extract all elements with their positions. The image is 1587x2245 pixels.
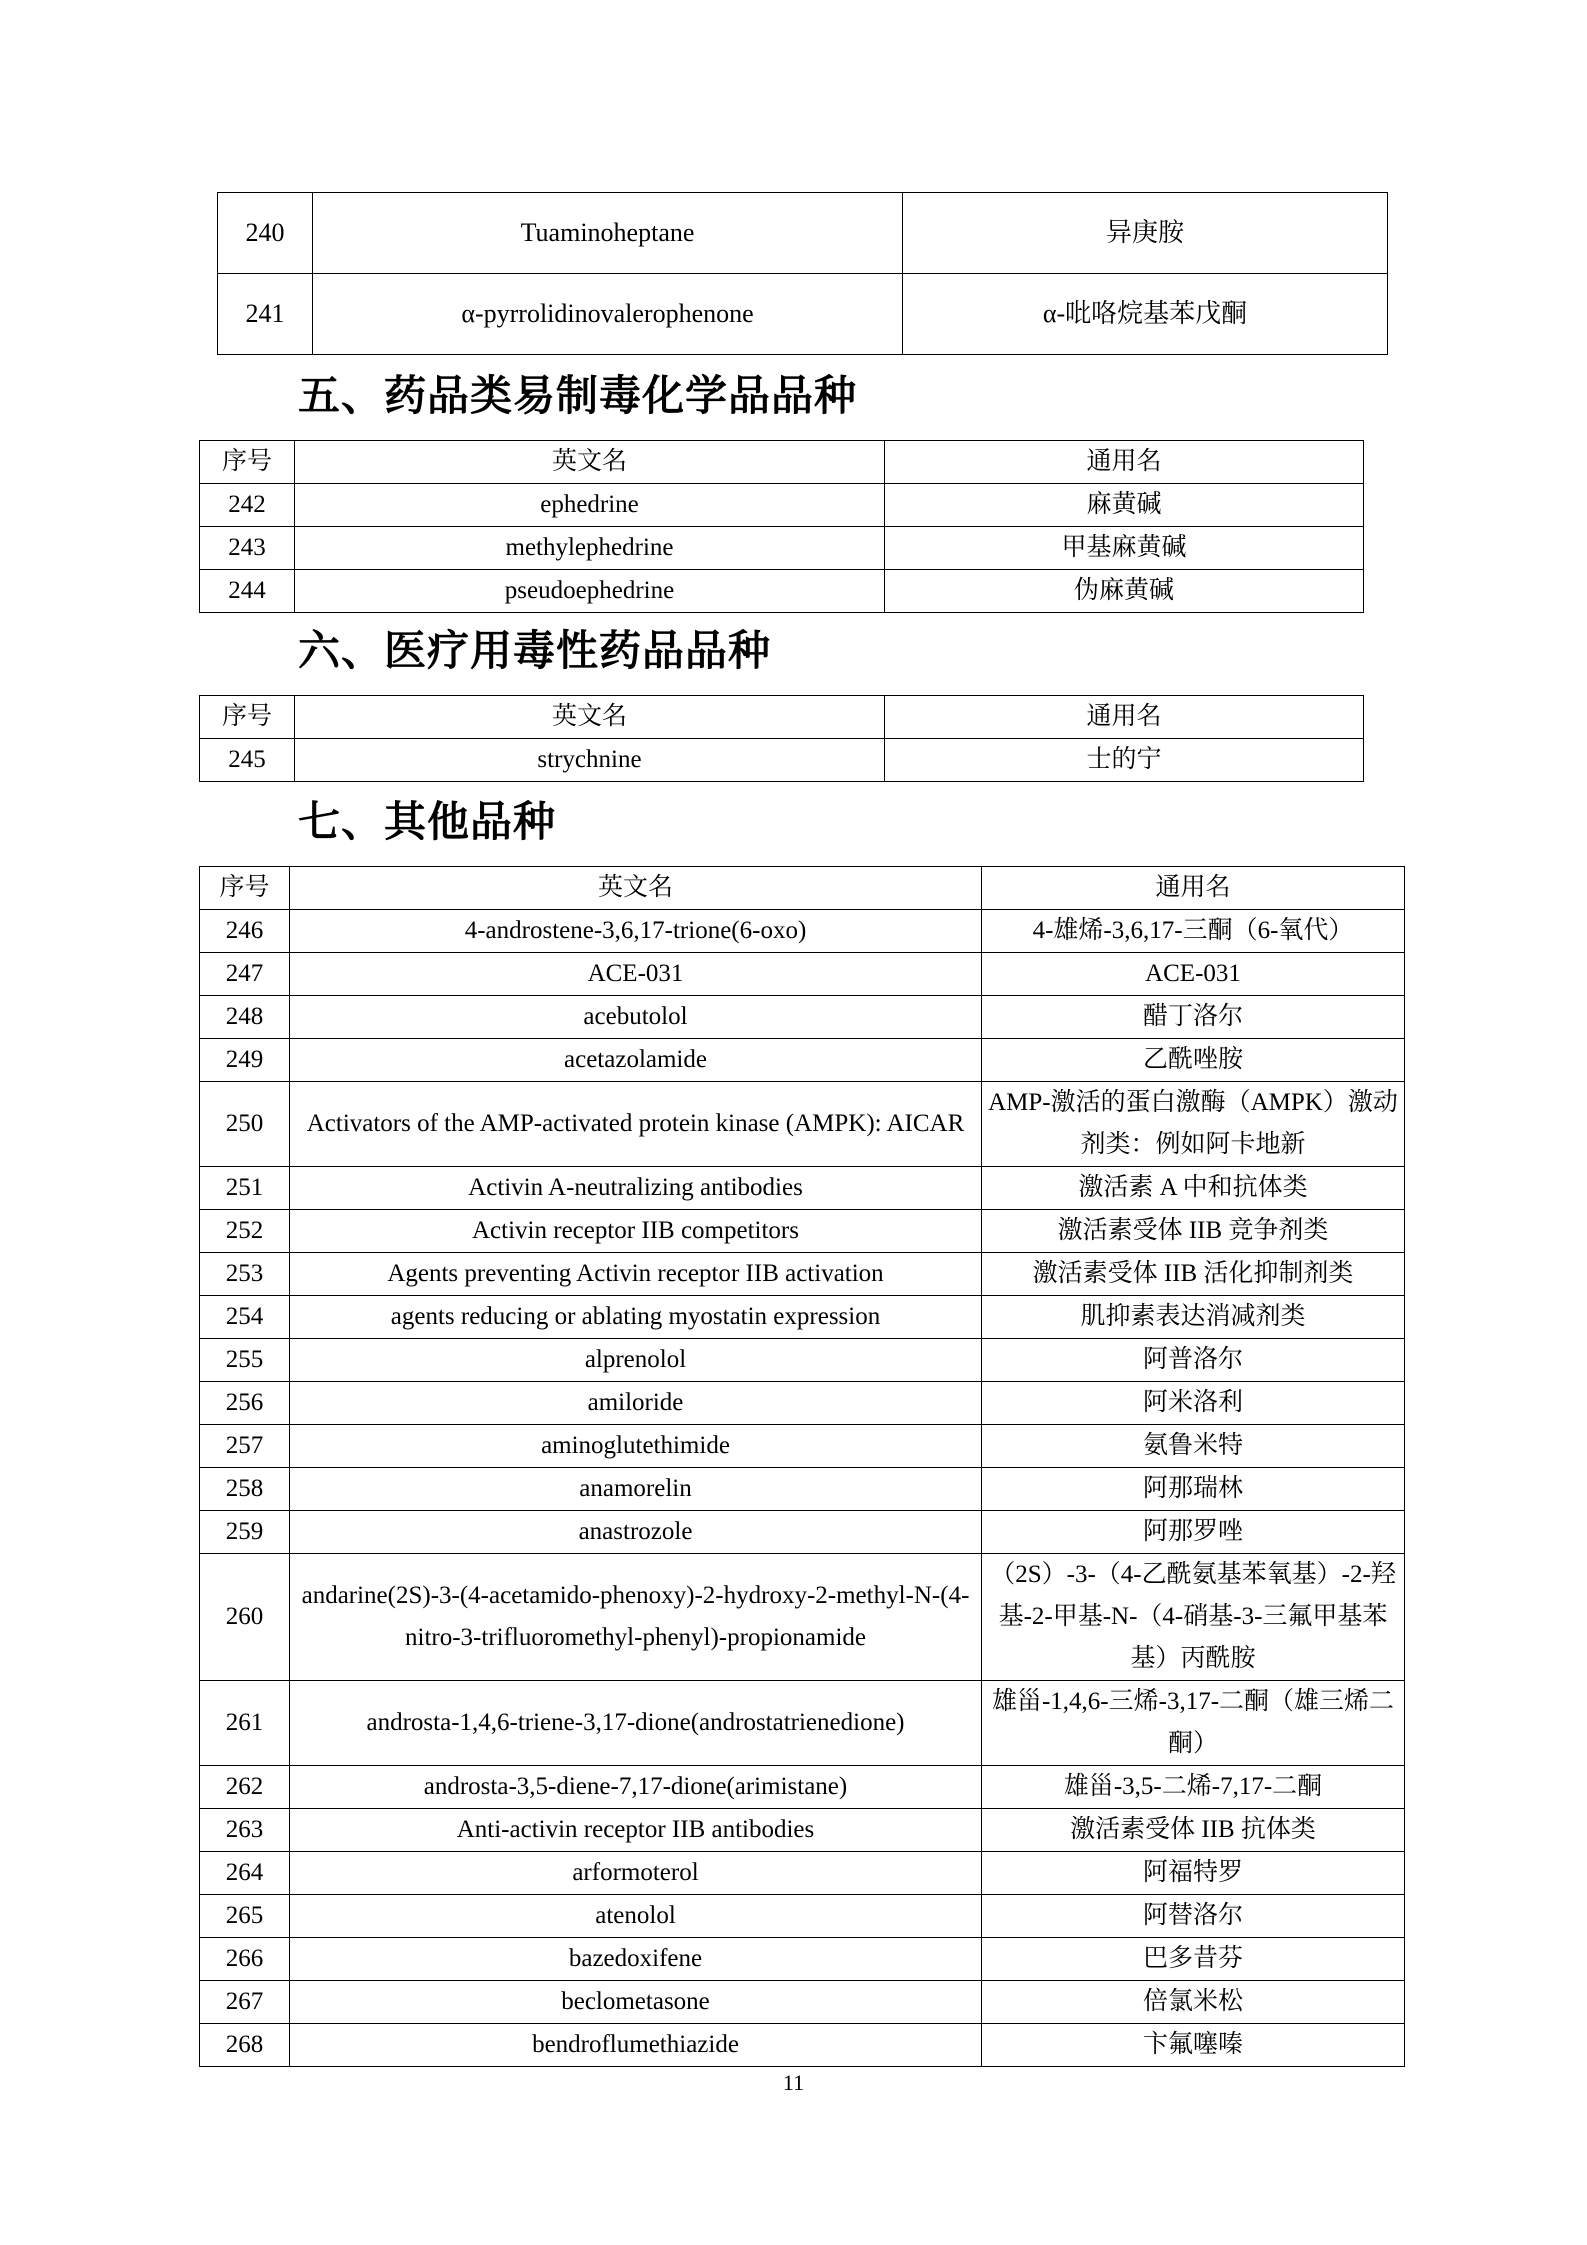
cell-num: 252 <box>200 1210 290 1253</box>
cell-en: atenolol <box>290 1895 982 1938</box>
cell-en: bendroflumethiazide <box>290 2024 982 2067</box>
table-row <box>200 739 1364 782</box>
header-cn: 通用名 <box>885 441 1364 484</box>
table-row <box>200 2024 1405 2067</box>
cell-cn: α-吡咯烷基苯戊酮 <box>903 274 1388 355</box>
cell-en: α-pyrrolidinovalerophenone <box>313 274 903 355</box>
cell-num: 253 <box>200 1253 290 1296</box>
table-header-row <box>200 867 1405 910</box>
cell-en: anamorelin <box>290 1468 982 1511</box>
cell-num: 244 <box>200 570 295 613</box>
cell-num: 264 <box>200 1852 290 1895</box>
cell-num: 242 <box>200 484 295 527</box>
cell-cn: 阿米洛利 <box>982 1382 1405 1425</box>
cell-en: Activin receptor IIB competitors <box>290 1210 982 1253</box>
table-top <box>217 192 1388 355</box>
cell-num: 256 <box>200 1382 290 1425</box>
table-section-7 <box>199 866 1405 2067</box>
table-row <box>200 1938 1405 1981</box>
table-row <box>200 1082 1405 1167</box>
table-row <box>200 953 1405 996</box>
cell-cn: AMP-激活的蛋白激酶（AMPK）激动剂类：例如阿卡地新 <box>982 1082 1405 1167</box>
cell-num: 240 <box>218 193 313 274</box>
cell-num: 246 <box>200 910 290 953</box>
cell-num: 260 <box>200 1554 290 1681</box>
table-row <box>200 527 1364 570</box>
cell-en: ACE-031 <box>290 953 982 996</box>
section-title-6: 六、医疗用毒性药品品种 <box>298 626 772 675</box>
cell-en: androsta-1,4,6-triene-3,17-dione(androstatrienedione) <box>290 1681 982 1766</box>
cell-cn: 肌抑素表达消减剂类 <box>982 1296 1405 1339</box>
table-row <box>200 1681 1405 1766</box>
table-section-5 <box>199 440 1364 613</box>
cell-cn: 阿那瑞林 <box>982 1468 1405 1511</box>
table-row <box>200 1339 1405 1382</box>
cell-cn: 士的宁 <box>885 739 1364 782</box>
header-en: 英文名 <box>295 441 885 484</box>
cell-en: bazedoxifene <box>290 1938 982 1981</box>
cell-cn: 阿替洛尔 <box>982 1895 1405 1938</box>
cell-num: 249 <box>200 1039 290 1082</box>
cell-en: pseudoephedrine <box>295 570 885 613</box>
cell-en: Tuaminoheptane <box>313 193 903 274</box>
cell-num: 266 <box>200 1938 290 1981</box>
page-number: 11 <box>782 2070 805 2095</box>
cell-cn: 伪麻黄碱 <box>885 570 1364 613</box>
cell-num: 255 <box>200 1339 290 1382</box>
cell-en: beclometasone <box>290 1981 982 2024</box>
table-row <box>200 1253 1405 1296</box>
cell-en: aminoglutethimide <box>290 1425 982 1468</box>
header-cn: 通用名 <box>885 696 1364 739</box>
cell-en: andarine(2S)-3-(4-acetamido-phenoxy)-2-hydroxy-2-methyl-N-(4-nitro-3-trifluoromethyl-phenyl)-propionamide <box>290 1554 982 1681</box>
cell-cn: 阿那罗唑 <box>982 1511 1405 1554</box>
cell-num: 247 <box>200 953 290 996</box>
cell-num: 257 <box>200 1425 290 1468</box>
header-en: 英文名 <box>295 696 885 739</box>
table-row <box>200 1468 1405 1511</box>
section-title-7: 七、其他品种 <box>298 797 557 846</box>
cell-cn: 4-雄烯-3,6,17-三酮（6-氧代） <box>982 910 1405 953</box>
cell-cn: 醋丁洛尔 <box>982 996 1405 1039</box>
table-row <box>200 1382 1405 1425</box>
cell-en: alprenolol <box>290 1339 982 1382</box>
cell-cn: 雄甾-1,4,6-三烯-3,17-二酮（雄三烯二酮） <box>982 1681 1405 1766</box>
cell-num: 243 <box>200 527 295 570</box>
cell-cn: 乙酰唑胺 <box>982 1039 1405 1082</box>
header-num: 序号 <box>200 441 295 484</box>
cell-num: 265 <box>200 1895 290 1938</box>
cell-cn: （2S）-3-（4-乙酰氨基苯氧基）-2-羟基-2-甲基-N-（4-硝基-3-三氟甲基苯基）丙酰胺 <box>982 1554 1405 1681</box>
cell-num: 268 <box>200 2024 290 2067</box>
cell-en: Activators of the AMP-activated protein kinase (AMPK): AICAR <box>290 1082 982 1167</box>
table-row <box>200 1809 1405 1852</box>
table-row <box>218 193 1388 274</box>
section-title-5: 五、药品类易制毒化学品品种 <box>298 371 858 420</box>
cell-en: agents reducing or ablating myostatin expression <box>290 1296 982 1339</box>
table-row <box>200 570 1364 613</box>
table-row <box>200 484 1364 527</box>
cell-cn: 异庚胺 <box>903 193 1388 274</box>
cell-cn: 激活素受体 IIB 抗体类 <box>982 1809 1405 1852</box>
cell-en: 4-androstene-3,6,17-trione(6-oxo) <box>290 910 982 953</box>
cell-num: 267 <box>200 1981 290 2024</box>
header-en: 英文名 <box>290 867 982 910</box>
cell-cn: ACE-031 <box>982 953 1405 996</box>
table-row <box>200 1766 1405 1809</box>
cell-en: ephedrine <box>295 484 885 527</box>
cell-en: arformoterol <box>290 1852 982 1895</box>
cell-num: 241 <box>218 274 313 355</box>
cell-en: methylephedrine <box>295 527 885 570</box>
header-cn: 通用名 <box>982 867 1405 910</box>
table-row <box>200 1554 1405 1681</box>
table-row <box>200 1039 1405 1082</box>
cell-en: anastrozole <box>290 1511 982 1554</box>
cell-num: 251 <box>200 1167 290 1210</box>
header-num: 序号 <box>200 696 295 739</box>
cell-cn: 激活素 A 中和抗体类 <box>982 1167 1405 1210</box>
table-row <box>200 1210 1405 1253</box>
cell-cn: 阿普洛尔 <box>982 1339 1405 1382</box>
table-row <box>200 1296 1405 1339</box>
cell-en: Anti-activin receptor IIB antibodies <box>290 1809 982 1852</box>
cell-cn: 倍氯米松 <box>982 1981 1405 2024</box>
cell-num: 245 <box>200 739 295 782</box>
table-row <box>200 1895 1405 1938</box>
cell-cn: 激活素受体 IIB 活化抑制剂类 <box>982 1253 1405 1296</box>
cell-cn: 麻黄碱 <box>885 484 1364 527</box>
cell-num: 250 <box>200 1082 290 1167</box>
cell-num: 261 <box>200 1681 290 1766</box>
cell-num: 262 <box>200 1766 290 1809</box>
table-row <box>200 1425 1405 1468</box>
cell-num: 263 <box>200 1809 290 1852</box>
table-row <box>200 1511 1405 1554</box>
cell-cn: 巴多昔芬 <box>982 1938 1405 1981</box>
cell-num: 254 <box>200 1296 290 1339</box>
table-row <box>200 996 1405 1039</box>
table-row <box>200 1167 1405 1210</box>
cell-num: 259 <box>200 1511 290 1554</box>
table-header-row <box>200 441 1364 484</box>
table-header-row <box>200 696 1364 739</box>
table-row <box>218 274 1388 355</box>
cell-cn: 卞氟噻嗪 <box>982 2024 1405 2067</box>
cell-en: Activin A-neutralizing antibodies <box>290 1167 982 1210</box>
cell-cn: 甲基麻黄碱 <box>885 527 1364 570</box>
cell-en: Agents preventing Activin receptor IIB activation <box>290 1253 982 1296</box>
table-row <box>200 910 1405 953</box>
cell-num: 258 <box>200 1468 290 1511</box>
cell-en: androsta-3,5-diene-7,17-dione(arimistane) <box>290 1766 982 1809</box>
header-num: 序号 <box>200 867 290 910</box>
cell-en: amiloride <box>290 1382 982 1425</box>
cell-cn: 阿福特罗 <box>982 1852 1405 1895</box>
cell-cn: 氨鲁米特 <box>982 1425 1405 1468</box>
cell-en: strychnine <box>295 739 885 782</box>
table-row <box>200 1981 1405 2024</box>
cell-cn: 激活素受体 IIB 竞争剂类 <box>982 1210 1405 1253</box>
cell-en: acebutolol <box>290 996 982 1039</box>
cell-cn: 雄甾-3,5-二烯-7,17-二酮 <box>982 1766 1405 1809</box>
cell-num: 248 <box>200 996 290 1039</box>
table-section-6 <box>199 695 1364 782</box>
table-row <box>200 1852 1405 1895</box>
cell-en: acetazolamide <box>290 1039 982 1082</box>
